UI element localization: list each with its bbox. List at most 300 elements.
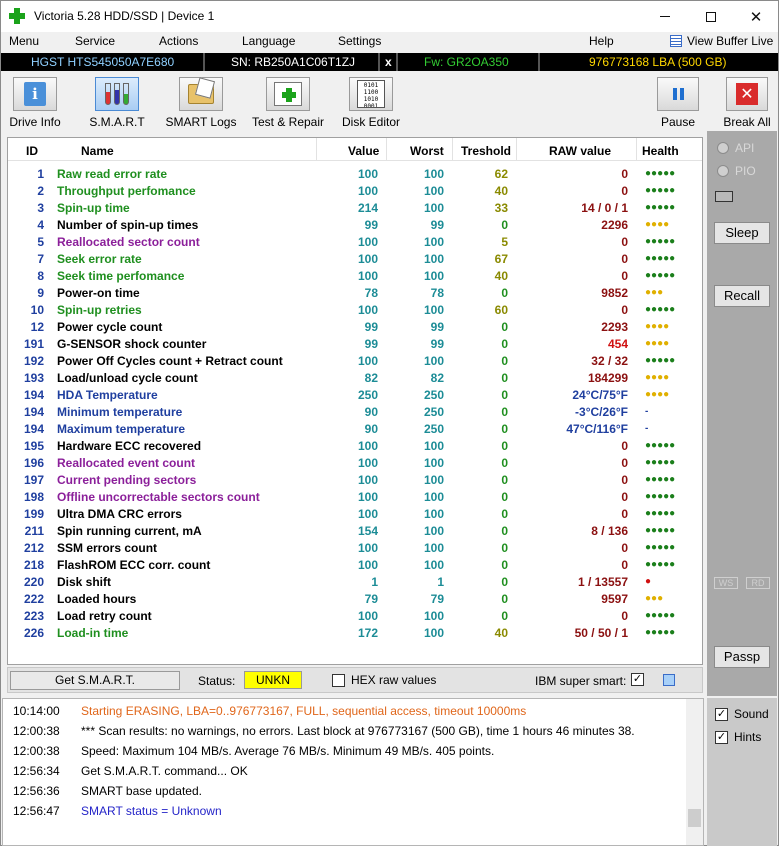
cell-health: ●●●● <box>645 372 670 383</box>
ibm-super-smart-checkbox[interactable] <box>631 673 650 686</box>
recall-button[interactable]: Recall <box>714 285 770 307</box>
cell-treshold: 0 <box>501 388 508 402</box>
view-buffer-live-label: View Buffer Live <box>687 34 774 48</box>
cell-treshold: 0 <box>501 456 508 470</box>
cell-value: 100 <box>357 473 378 487</box>
device-serial: SN: RB250A1C06T1ZJ <box>231 55 356 69</box>
cell-treshold: 40 <box>494 626 508 640</box>
cell-value: 100 <box>357 541 378 555</box>
cell-name: Load retry count <box>57 609 152 623</box>
cell-id: 2 <box>37 184 44 198</box>
cell-id: 191 <box>23 337 44 351</box>
cell-raw: 32 / 32 <box>591 354 628 368</box>
cell-value: 100 <box>357 456 378 470</box>
cell-name: FlashROM ECC corr. count <box>57 558 211 572</box>
cell-treshold: 0 <box>501 337 508 351</box>
cell-id: 194 <box>23 405 44 419</box>
menu-item-help[interactable]: Help <box>589 34 614 48</box>
cell-treshold: 60 <box>494 303 508 317</box>
cell-name: Current pending sectors <box>57 473 197 487</box>
table-row[interactable] <box>8 233 702 250</box>
device-lba: 976773168 LBA (500 GB) <box>589 55 727 69</box>
log-message: *** Scan results: no warnings, no errors. Last block at 976773167 (500 GB), time 1 hours 46 minutes 38. <box>81 724 635 738</box>
device-firmware: Fw: GR2OA350 <box>424 55 509 69</box>
smart-logs-label: SMART Logs <box>165 115 237 129</box>
cell-treshold: 40 <box>494 269 508 283</box>
cell-raw: 0 <box>621 507 628 521</box>
minimize-button[interactable] <box>643 1 687 32</box>
title-bar <box>1 1 778 32</box>
cell-value: 100 <box>357 609 378 623</box>
table-row[interactable] <box>8 335 702 352</box>
divider <box>538 53 540 71</box>
cell-worst: 100 <box>423 541 444 555</box>
cell-raw: 0 <box>621 456 628 470</box>
cell-value: 99 <box>364 320 378 334</box>
cell-id: 222 <box>23 592 44 606</box>
log-line <box>13 744 494 758</box>
cell-health: ●●●●● <box>645 270 676 281</box>
close-window-button[interactable] <box>734 1 778 32</box>
cell-worst: 100 <box>423 558 444 572</box>
cell-worst: 100 <box>423 303 444 317</box>
cell-value: 90 <box>364 405 378 419</box>
close-icon: ✕ <box>749 8 763 26</box>
binary-document-icon: 0101 1100 1010 0001 <box>357 80 385 108</box>
api-radio[interactable] <box>717 141 754 155</box>
menu-item-settings[interactable]: Settings <box>338 34 382 48</box>
cell-raw: 0 <box>621 184 628 198</box>
cell-worst: 78 <box>430 286 444 300</box>
options-panel <box>707 698 777 846</box>
list-icon <box>670 35 682 47</box>
cell-value: 90 <box>364 422 378 436</box>
cell-id: 211 <box>24 524 44 538</box>
table-row[interactable] <box>8 624 702 641</box>
maximize-button[interactable] <box>689 1 733 32</box>
table-row[interactable] <box>8 267 702 284</box>
cell-worst: 99 <box>430 337 444 351</box>
cell-treshold: 5 <box>501 235 508 249</box>
cell-health: ●●● <box>645 287 664 298</box>
drive-info-button[interactable] <box>5 73 65 129</box>
cell-value: 100 <box>357 439 378 453</box>
cell-health: ●●●●● <box>645 440 676 451</box>
device-model[interactable]: HGST HTS545050A7E680 <box>31 55 175 69</box>
cell-id: 192 <box>23 354 44 368</box>
cell-id: 3 <box>37 201 44 215</box>
cell-value: 82 <box>364 371 378 385</box>
sleep-button[interactable]: Sleep <box>714 222 770 244</box>
cell-treshold: 62 <box>494 167 508 181</box>
table-row[interactable] <box>8 471 702 488</box>
break-all-button[interactable] <box>721 73 773 129</box>
pio-radio[interactable] <box>717 164 756 178</box>
cell-worst: 100 <box>423 252 444 266</box>
cell-treshold: 0 <box>501 490 508 504</box>
rd-indicator: RD <box>746 577 770 589</box>
cell-treshold: 67 <box>494 252 508 266</box>
cell-treshold: 0 <box>501 473 508 487</box>
table-row[interactable] <box>8 573 702 590</box>
check-icon: ✓ <box>716 707 727 720</box>
menu-item-actions[interactable]: Actions <box>159 34 199 48</box>
disk-editor-label: Disk Editor <box>341 115 400 129</box>
cell-name: Reallocated event count <box>57 456 196 470</box>
sound-checkbox[interactable] <box>715 707 769 721</box>
cell-raw: 0 <box>621 252 628 266</box>
cell-id: 223 <box>23 609 44 623</box>
cell-worst: 100 <box>423 167 444 181</box>
pause-icon <box>673 88 684 100</box>
menu-item-service[interactable]: Service <box>75 34 116 48</box>
passp-button[interactable]: Passp <box>714 646 770 668</box>
cell-health: ●●●●● <box>645 559 676 570</box>
pause-button[interactable] <box>655 73 701 129</box>
table-row[interactable] <box>8 165 702 182</box>
cell-id: 195 <box>23 439 44 453</box>
table-row[interactable] <box>8 420 702 437</box>
cell-value: 79 <box>364 592 378 606</box>
cell-treshold: 0 <box>501 524 508 538</box>
cell-value: 100 <box>357 252 378 266</box>
table-row[interactable] <box>8 522 702 539</box>
cell-treshold: 0 <box>501 609 508 623</box>
cell-treshold: 0 <box>501 507 508 521</box>
test-tubes-icon <box>105 83 129 105</box>
log-message: Starting ERASING, LBA=0..976773167, FULL, sequential access, timeout 10000ms <box>81 704 527 718</box>
cell-value: 78 <box>364 286 378 300</box>
cell-name: Spin-up retries <box>57 303 142 317</box>
cell-id: 220 <box>23 575 44 589</box>
cell-value: 1 <box>371 575 378 589</box>
table-row[interactable] <box>8 454 702 471</box>
cell-raw: 0 <box>621 235 628 249</box>
header-worst[interactable]: Worst <box>410 144 444 158</box>
cell-value: 100 <box>357 354 378 368</box>
cell-raw: -3°C/26°F <box>575 405 628 419</box>
color-indicator[interactable] <box>663 674 675 686</box>
minimize-icon <box>660 16 670 17</box>
cell-raw: 0 <box>621 558 628 572</box>
header-treshold[interactable]: Treshold <box>461 144 512 158</box>
cell-value: 99 <box>364 337 378 351</box>
table-row[interactable] <box>8 369 702 386</box>
cell-value: 99 <box>364 218 378 232</box>
table-row[interactable] <box>8 318 702 335</box>
cell-treshold: 0 <box>501 218 508 232</box>
check-icon: ✓ <box>632 673 643 685</box>
pio-label: PIO <box>735 164 756 178</box>
cell-treshold: 0 <box>501 320 508 334</box>
divider <box>203 53 205 71</box>
cell-health: ●●●●● <box>645 525 676 536</box>
test-repair-label: Test & Repair <box>251 115 325 129</box>
cell-raw: 8 / 136 <box>591 524 628 538</box>
check-icon: ✓ <box>716 730 727 743</box>
cell-id: 197 <box>23 473 44 487</box>
header-id[interactable]: ID <box>26 144 38 158</box>
cell-raw: 9852 <box>601 286 628 300</box>
table-row[interactable] <box>8 505 702 522</box>
cell-worst: 100 <box>423 473 444 487</box>
cell-name: Spin-up time <box>57 201 130 215</box>
table-header <box>8 138 702 161</box>
cell-raw: 2296 <box>601 218 628 232</box>
cell-raw: 47°C/116°F <box>566 422 628 436</box>
device-close-button[interactable]: x <box>385 55 392 69</box>
header-name[interactable]: Name <box>81 144 114 158</box>
cell-health: ●●●●● <box>645 236 676 247</box>
table-row[interactable] <box>8 216 702 233</box>
cell-worst: 100 <box>423 609 444 623</box>
cell-worst: 99 <box>430 218 444 232</box>
cell-id: 7 <box>37 252 44 266</box>
log-message: SMART status = Unknown <box>81 804 222 818</box>
table-row[interactable] <box>8 437 702 454</box>
table-row[interactable] <box>8 590 702 607</box>
cell-health: ●●●●● <box>645 253 676 264</box>
first-aid-kit-icon <box>274 82 302 106</box>
header-health[interactable]: Health <box>642 144 679 158</box>
cell-id: 8 <box>37 269 44 283</box>
divider <box>396 53 398 71</box>
status-badge: UNKN <box>244 671 302 689</box>
window-title: Victoria 5.28 HDD/SSD | Device 1 <box>34 9 215 23</box>
log-time: 12:56:34 <box>13 764 60 778</box>
cell-name: HDA Temperature <box>57 388 158 402</box>
hints-label: Hints <box>734 730 762 744</box>
cell-worst: 100 <box>423 439 444 453</box>
ws-indicator: WS <box>714 577 738 589</box>
cell-name: Maximum temperature <box>57 422 186 436</box>
cell-health: ●●●●● <box>645 542 676 553</box>
cell-raw: 1 / 13557 <box>577 575 628 589</box>
log-panel[interactable] <box>2 698 704 846</box>
table-row[interactable] <box>8 352 702 369</box>
log-line <box>13 764 248 778</box>
cell-id: 196 <box>23 456 44 470</box>
cell-id: 226 <box>23 626 44 640</box>
menu-bar <box>1 32 778 52</box>
cell-health: ●●●● <box>645 389 670 400</box>
cell-worst: 100 <box>423 507 444 521</box>
cell-name: Raw read error rate <box>57 167 168 181</box>
table-row[interactable] <box>8 607 702 624</box>
smart-table[interactable] <box>7 137 703 665</box>
cell-raw: 9597 <box>601 592 628 606</box>
hex-raw-values-checkbox[interactable] <box>332 673 436 687</box>
cell-worst: 79 <box>430 592 444 606</box>
device-bar <box>1 53 778 71</box>
cell-name: Loaded hours <box>57 592 137 606</box>
smart-label: S.M.A.R.T <box>89 115 145 129</box>
hints-checkbox[interactable] <box>715 730 761 744</box>
cell-name: Power-on time <box>57 286 140 300</box>
cell-name: Ultra DMA CRC errors <box>57 507 182 521</box>
hex-raw-values-label: HEX raw values <box>351 673 437 687</box>
table-row[interactable] <box>8 250 702 267</box>
cell-raw: 184299 <box>587 371 628 385</box>
cell-id: 199 <box>23 507 44 521</box>
cell-name: Number of spin-up times <box>57 218 199 232</box>
stop-icon: ✕ <box>736 83 758 105</box>
cell-id: 212 <box>23 541 44 555</box>
cell-name: Power cycle count <box>57 320 163 334</box>
log-line <box>13 804 222 818</box>
table-row[interactable] <box>8 488 702 505</box>
view-buffer-live-button[interactable] <box>670 34 773 48</box>
cell-name: Throughput perfomance <box>57 184 196 198</box>
cell-name: Seek time perfomance <box>57 269 185 283</box>
log-time: 12:56:47 <box>13 804 60 818</box>
cell-raw: 0 <box>621 439 628 453</box>
cell-health: ●●●●● <box>645 610 676 621</box>
table-row[interactable] <box>8 284 702 301</box>
cell-raw: 454 <box>607 337 628 351</box>
menu-item-language[interactable]: Language <box>242 34 296 48</box>
log-line <box>13 724 635 738</box>
log-message: Speed: Maximum 104 MB/s. Average 76 MB/s. Minimum 49 MB/s. 405 points. <box>81 744 495 758</box>
cell-health: ●●●●● <box>645 627 676 638</box>
table-row[interactable] <box>8 556 702 573</box>
test-repair-button[interactable] <box>249 73 327 129</box>
cell-worst: 100 <box>423 626 444 640</box>
cell-treshold: 0 <box>501 354 508 368</box>
cell-value: 100 <box>357 269 378 283</box>
folder-icon <box>188 84 214 104</box>
header-raw[interactable]: RAW value <box>549 144 612 158</box>
cell-name: Spin running current, mA <box>57 524 202 538</box>
sound-label: Sound <box>734 707 769 721</box>
cell-value: 100 <box>357 558 378 572</box>
cell-raw: 0 <box>621 167 628 181</box>
cell-id: 4 <box>37 218 44 232</box>
checkbox-box[interactable] <box>332 674 345 687</box>
cell-raw: 0 <box>621 473 628 487</box>
break-all-label: Break All <box>723 115 771 129</box>
cell-name: Power Off Cycles count + Retract count <box>57 354 283 368</box>
cell-value: 154 <box>357 524 378 538</box>
cell-name: Hardware ECC recovered <box>57 439 202 453</box>
cell-health: - <box>645 406 649 417</box>
cell-raw: 0 <box>621 541 628 555</box>
cell-id: 194 <box>23 388 44 402</box>
cell-treshold: 0 <box>501 575 508 589</box>
cell-health: ● <box>645 576 652 587</box>
smart-control-bar <box>7 667 703 693</box>
indicator-rect <box>715 191 733 202</box>
cell-worst: 82 <box>430 371 444 385</box>
ibm-super-smart-label: IBM super smart: <box>535 674 627 688</box>
cell-id: 218 <box>23 558 44 572</box>
log-line <box>13 704 526 718</box>
cell-raw: 50 / 50 / 1 <box>574 626 628 640</box>
cell-value: 172 <box>357 626 378 640</box>
cell-health: ●●●● <box>645 219 670 230</box>
maximize-icon <box>706 12 716 22</box>
cell-name: Load-in time <box>57 626 129 640</box>
log-scrollbar[interactable] <box>686 699 703 845</box>
header-value[interactable]: Value <box>348 144 380 158</box>
table-row[interactable] <box>8 386 702 403</box>
log-time: 10:14:00 <box>13 704 60 718</box>
cell-health: ●●●● <box>645 338 670 349</box>
cell-raw: 14 / 0 / 1 <box>581 201 628 215</box>
cell-health: ●●●●● <box>645 474 676 485</box>
cell-health: ●●●●● <box>645 508 676 519</box>
divider <box>378 53 380 71</box>
toolbar <box>1 73 778 131</box>
table-row[interactable] <box>8 199 702 216</box>
cell-worst: 100 <box>423 490 444 504</box>
cell-name: SSM errors count <box>57 541 158 555</box>
status-label: Status: <box>198 674 236 688</box>
cell-name: Seek error rate <box>57 252 142 266</box>
cell-raw: 0 <box>621 269 628 283</box>
cell-worst: 250 <box>423 388 444 402</box>
cell-value: 100 <box>357 167 378 181</box>
menu-item-menu[interactable]: Menu <box>9 34 40 48</box>
smart-logs-button[interactable] <box>165 73 237 129</box>
cell-raw: 0 <box>621 490 628 504</box>
disk-editor-button[interactable] <box>339 73 403 129</box>
cell-treshold: 0 <box>501 592 508 606</box>
smart-tab-button[interactable] <box>85 73 149 129</box>
cell-raw: 2293 <box>601 320 628 334</box>
cell-value: 100 <box>357 507 378 521</box>
app-cross-icon <box>9 8 25 24</box>
pause-label: Pause <box>660 115 696 129</box>
get-smart-button[interactable]: Get S.M.A.R.T. <box>10 671 180 690</box>
cell-treshold: 0 <box>501 371 508 385</box>
table-row[interactable] <box>8 403 702 420</box>
cell-worst: 250 <box>423 422 444 436</box>
cell-treshold: 0 <box>501 405 508 419</box>
cell-raw: 0 <box>621 303 628 317</box>
cell-raw: 0 <box>621 609 628 623</box>
cell-name: Offline uncorrectable sectors count <box>57 490 260 504</box>
cell-id: 12 <box>30 320 44 334</box>
cell-worst: 100 <box>423 456 444 470</box>
cell-value: 250 <box>357 388 378 402</box>
cell-id: 194 <box>23 422 44 436</box>
cell-worst: 1 <box>437 575 444 589</box>
scrollbar-thumb[interactable] <box>688 809 701 827</box>
cell-worst: 100 <box>423 269 444 283</box>
log-line <box>13 784 202 798</box>
cell-value: 100 <box>357 184 378 198</box>
cell-worst: 100 <box>423 235 444 249</box>
cell-treshold: 0 <box>501 439 508 453</box>
cell-treshold: 40 <box>494 184 508 198</box>
cell-id: 198 <box>23 490 44 504</box>
log-time: 12:56:36 <box>13 784 60 798</box>
table-row[interactable] <box>8 301 702 318</box>
cell-health: ●●●●● <box>645 304 676 315</box>
log-message: SMART base updated. <box>81 784 202 798</box>
cell-value: 214 <box>357 201 378 215</box>
table-row[interactable] <box>8 182 702 199</box>
cell-worst: 100 <box>423 524 444 538</box>
cell-treshold: 0 <box>501 422 508 436</box>
cell-value: 100 <box>357 490 378 504</box>
cell-id: 1 <box>37 167 44 181</box>
cell-worst: 100 <box>423 201 444 215</box>
table-row[interactable] <box>8 539 702 556</box>
right-panel <box>707 131 777 696</box>
cell-health: ●●● <box>645 593 664 604</box>
